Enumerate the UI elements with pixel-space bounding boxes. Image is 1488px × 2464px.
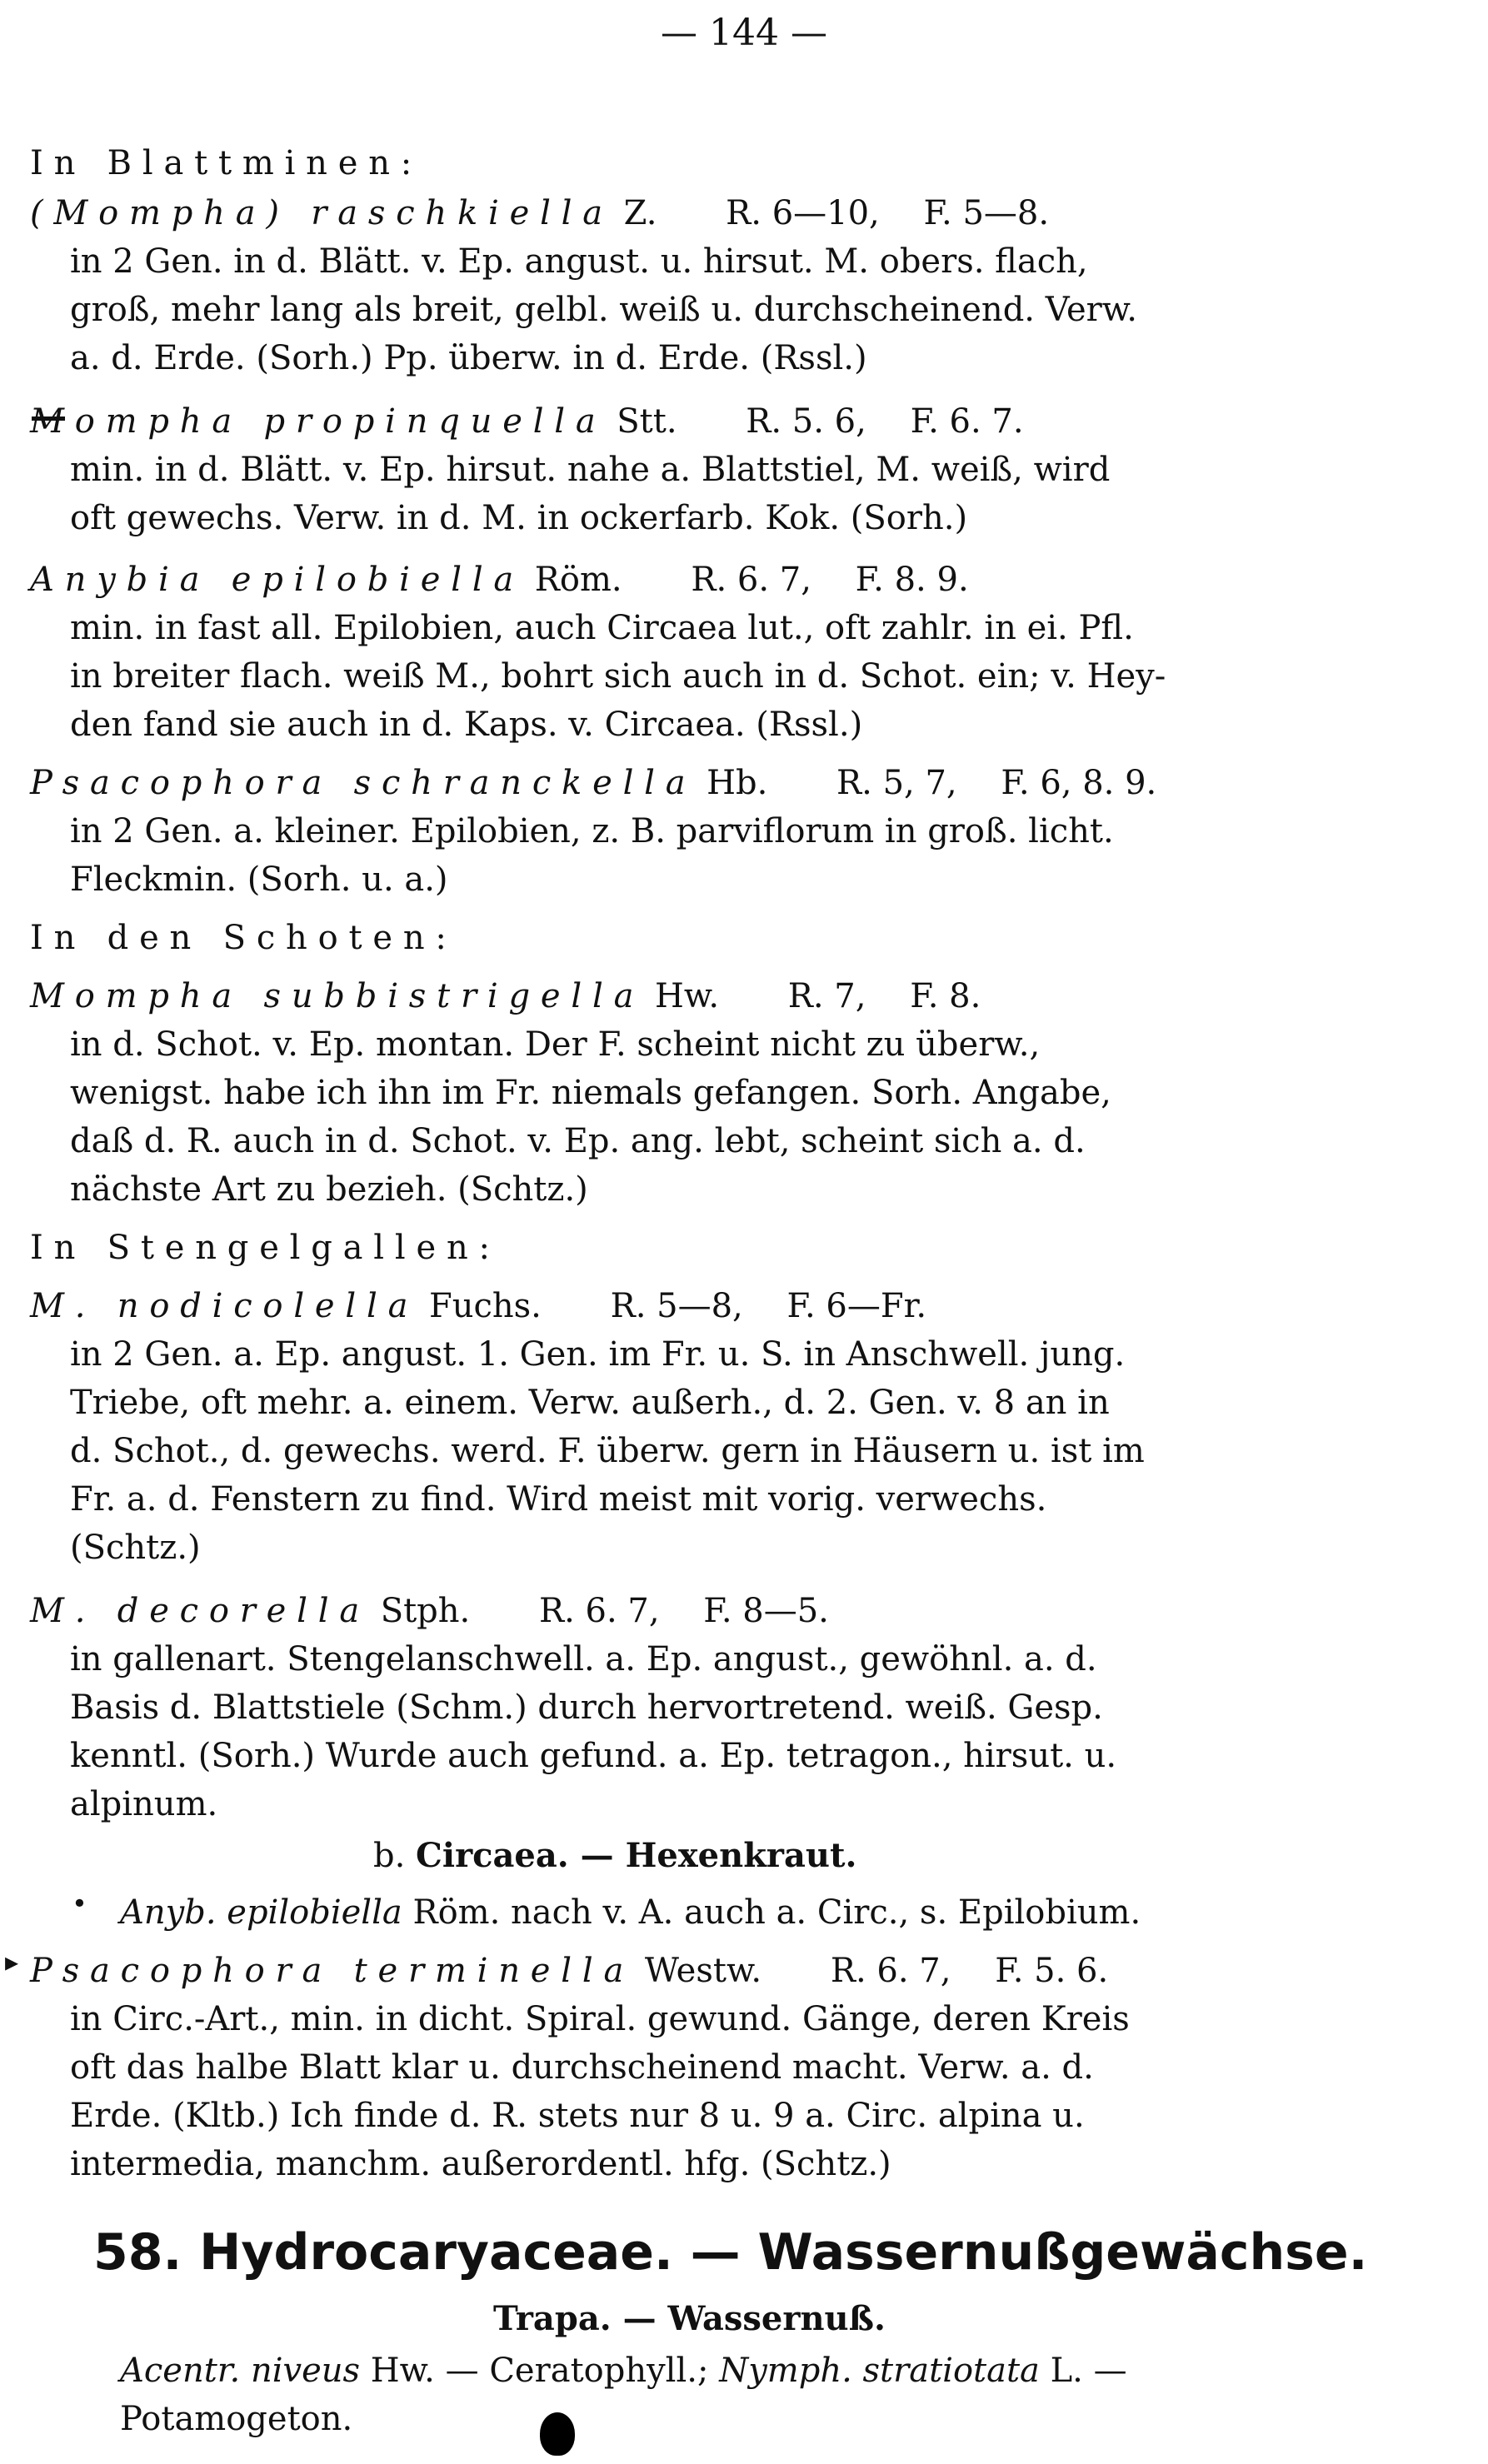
moth-months: F. 5—8. (923, 194, 1050, 232)
entry-text-line: intermedia, manchm. außerordentl. hfg. (Schtz.) (70, 2145, 891, 2183)
subgroup-title: Circaea. — Hexenkraut. (416, 1836, 857, 1875)
species-name: M. nodicolella (30, 1287, 419, 1325)
species-author: Röm. (534, 561, 622, 599)
entry-text-line: min. in fast all. Epilobien, auch Circaea lut., oft zahlr. in ei. Pfl. (70, 609, 1134, 647)
entry-text-line: d. Schot., d. gewechs. werd. F. überw. gern in Häusern u. ist im (70, 1432, 1145, 1470)
family-heading: 58. Hydrocaryaceae. — Wassernußgewächse. (93, 2223, 1368, 2282)
entry-text-line: oft das halbe Blatt klar u. durchscheinend macht. Verw. a. d. (70, 2048, 1094, 2087)
species-entry-anyb-epilobiella (120, 1889, 1141, 1936)
species-name: Mompha propinquella (30, 402, 607, 441)
entry-text-line: wenigst. habe ich ihn im Fr. niemals gefangen. Sorh. Angabe, (70, 1074, 1111, 1112)
larva-months: R. 5—8, (610, 1287, 743, 1325)
moth-months: F. 6, 8. 9. (1001, 764, 1157, 802)
entry-text-line: kenntl. (Sorh.) Wurde auch gefund. a. Ep. tetragon., hirsut. u. (70, 1737, 1117, 1775)
entry-text-line: in gallenart. Stengelanschwell. a. Ep. angust., gewöhnl. a. d. (70, 1640, 1097, 1678)
larva-months: R. 6. 7, (691, 561, 811, 599)
species-entry-terminella (30, 1948, 1108, 1994)
species-entry-raschkiella (30, 190, 1049, 237)
species-name: Psacophora schranckella (30, 764, 697, 802)
species-author: Hb. (707, 764, 768, 802)
entry-text-line: Potamogeton. (120, 2400, 353, 2438)
species-name: M. decorella (30, 1592, 370, 1630)
species-name: Psacophora terminella (30, 1952, 635, 1990)
section-heading-blattminen: In Blattminen: (30, 144, 423, 182)
entry-text-line: L. — (1050, 2352, 1127, 2390)
moth-months: F. 5. 6. (995, 1952, 1109, 1990)
species-author: Stt. (617, 402, 677, 441)
entry-text-line: groß, mehr lang als breit, gelbl. weiß u. durchscheinend. Verw. (70, 291, 1137, 329)
subgroup-heading-circaea (373, 1833, 856, 1879)
entry-text-line: (Schtz.) (70, 1529, 201, 1567)
entry-text-line: Triebe, oft mehr. a. einem. Verw. außerh., d. 2. Gen. v. 8 an in (70, 1384, 1110, 1422)
moth-months: F. 8. (910, 977, 981, 1015)
host-entry-trapa (120, 2347, 1127, 2394)
entry-text-line: oft gewechs. Verw. in d. M. in ockerfarb. Kok. (Sorh.) (70, 499, 968, 537)
genus-heading: Trapa. — Wassernuß. (493, 2299, 886, 2338)
entry-text-line: in Circ.-Art., min. in dicht. Spiral. gewund. Gänge, deren Kreis (70, 2000, 1130, 2038)
entry-text-line: in 2 Gen. a. kleiner. Epilobien, z. B. parviflorum in groß. licht. (70, 812, 1114, 850)
species-entry-schranckella (30, 760, 1156, 806)
margin-dot-mark: • (72, 1888, 87, 1919)
entry-text-line: a. d. Erde. (Sorh.) Pp. überw. in d. Erde. (Rssl.) (70, 339, 867, 377)
species-name: Anyb. epilobiella (120, 1893, 402, 1932)
page-number: — 144 — (661, 12, 827, 54)
species-entry-nodicolella (30, 1283, 926, 1329)
species-author: Stph. (380, 1592, 471, 1630)
entry-text-line: Fleckmin. (Sorh. u. a.) (70, 860, 448, 899)
species-entry-subbistrigella (30, 973, 981, 1020)
entry-text-line: in breiter flach. weiß M., bohrt sich auch in d. Schot. ein; v. Hey- (70, 657, 1166, 696)
entry-text-line: Erde. (Kltb.) Ich finde d. R. stets nur 8 u. 9 a. Circ. alpina u. (70, 2097, 1085, 2135)
entry-text-line: daß d. R. auch in d. Schot. v. Ep. ang. lebt, scheint sich a. d. (70, 1122, 1086, 1160)
ink-blot-mark (540, 2412, 575, 2456)
species-author: Hw. (654, 977, 720, 1015)
entry-text-line: Basis d. Blattstiele (Schm.) durch hervortretend. weiß. Gesp. (70, 1688, 1103, 1727)
entry-text-line: in 2 Gen. a. Ep. angust. 1. Gen. im Fr. u. S. in Anschwell. jung. (70, 1335, 1126, 1374)
species-name: (Mompha) raschkiella (30, 194, 613, 232)
entry-text-line: in d. Schot. v. Ep. montan. Der F. scheint nicht zu überw., (70, 1025, 1041, 1064)
larva-months: R. 6—10, (726, 194, 880, 232)
section-heading-schoten: In den Schoten: (30, 919, 457, 957)
entry-text-line: min. in d. Blätt. v. Ep. hirsut. nahe a. Blattstiel, M. weiß, wird (70, 451, 1111, 489)
entry-text-line: Hw. — Ceratophyll.; (370, 2352, 709, 2390)
section-heading-stengelgallen: In Stengelgallen: (30, 1229, 501, 1267)
entry-text-line: in 2 Gen. in d. Blätt. v. Ep. angust. u. hirsut. M. obers. flach, (70, 242, 1088, 281)
species-name: Acentr. niveus (120, 2352, 361, 2390)
moth-months: F. 8—5. (703, 1592, 829, 1630)
subgroup-prefix: b. (373, 1837, 406, 1875)
species-entry-propinquella (30, 398, 1024, 445)
species-name: Nymph. stratiotata (719, 2352, 1040, 2390)
larva-months: R. 6. 7, (830, 1952, 951, 1990)
species-name: Anybia epilobiella (30, 561, 525, 599)
species-author: Z. (623, 194, 657, 232)
larva-months: R. 5. 6, (746, 402, 866, 441)
larva-months: R. 6. 7, (538, 1592, 660, 1630)
species-author: Fuchs. (428, 1287, 542, 1325)
moth-months: F. 6. 7. (910, 402, 1024, 441)
moth-months: F. 6—Fr. (786, 1287, 927, 1325)
larva-months: R. 5, 7, (836, 764, 957, 802)
entry-text-line: alpinum. (70, 1785, 218, 1823)
species-entry-epilobiella (30, 556, 969, 603)
entry-text-line: Fr. a. d. Fenstern zu find. Wird meist mit vorig. verwechs. (70, 1480, 1047, 1519)
entry-text-line: Röm. nach v. A. auch a. Circ., s. Epilobium. (412, 1893, 1141, 1932)
entry-text-line: den fand sie auch in d. Kaps. v. Circaea. (Rssl.) (70, 706, 863, 744)
entry-text-line: nächste Art zu bezieh. (Schtz.) (70, 1170, 588, 1209)
species-author: Westw. (644, 1952, 762, 1990)
species-name: Mompha subbistrigella (30, 977, 645, 1015)
margin-arrow-mark: ▸ (5, 1946, 19, 1978)
moth-months: F. 8. 9. (855, 561, 969, 599)
larva-months: R. 7, (787, 977, 866, 1015)
species-entry-decorella (30, 1588, 829, 1634)
